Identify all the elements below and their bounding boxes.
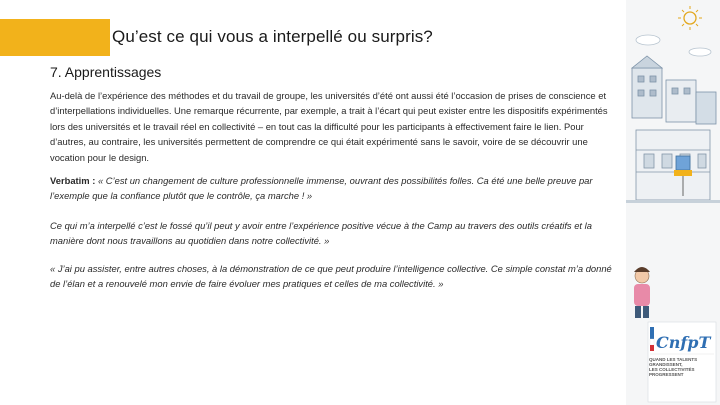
verbatim-label: Verbatim : <box>50 175 96 186</box>
quote-3 <box>50 261 612 292</box>
body-paragraph: Au-delà de l’expérience des méthodes et du travail de groupe, les universités d’été ont aussi été l’occasion de prises de conscience et d’interpellations individuelles. Une remarque récurrente, par exemple, a trait à l’écart qui peut exister entre les dispositifs expérimentés lors des universités et le travail réel en collectivité – en tout cas la difficulté pour les participants à effectivement faire le lien. Pour d’autres, au contraire, les universités permettent de comprendre ce qui était expérimenté sans le savoir, voire de se découvrir une vocation pour le design. <box>50 90 608 163</box>
facade <box>636 130 710 200</box>
ground-line <box>626 200 720 203</box>
quote-1-text: « C’est un changement de culture professionnelle immense, ouvrant des possibilités folles. Ca été une belle preuve par l’exemple que la confiance plutôt que le contrôle, ça marche ! » <box>50 175 593 202</box>
section-title: 7. Apprentissages <box>50 64 162 80</box>
logo-tagline: QUAND LES TALENTS GRANDISSENT, LES COLLECTIVITÉS PROGRESSENT <box>649 357 698 377</box>
quote-2 <box>50 218 612 249</box>
cloud-icon <box>636 35 711 56</box>
svg-text:CnfpT: CnfpT <box>656 333 711 352</box>
person-icon <box>634 267 650 318</box>
quote-1 <box>50 173 612 204</box>
page-title: Qu’est ce qui vous a interpellé ou surpris? <box>112 27 433 46</box>
quote-3-text: « J’ai pu assister, entre autres choses, à la démonstration de ce que peut produire l’intelligence collective. Ce simple constat m’a donné de l’élan et a renouvelé mon envie de faire évoluer mes pratiques et celles de ma collectivité. » <box>50 263 612 290</box>
quote-2-text: Ce qui m’a interpellé c’est le fossé qu’il peut y avoir entre l’expérience positive vécue à the Camp au travers des outils créatifs et la manière dont nous travaillons au quotidien dans notre collectivité. » <box>50 220 592 247</box>
sun-icon <box>678 6 702 30</box>
city-illustration <box>626 0 720 405</box>
buildings <box>632 56 716 124</box>
side-illustration-panel <box>626 0 720 405</box>
accent-bar <box>0 19 110 56</box>
